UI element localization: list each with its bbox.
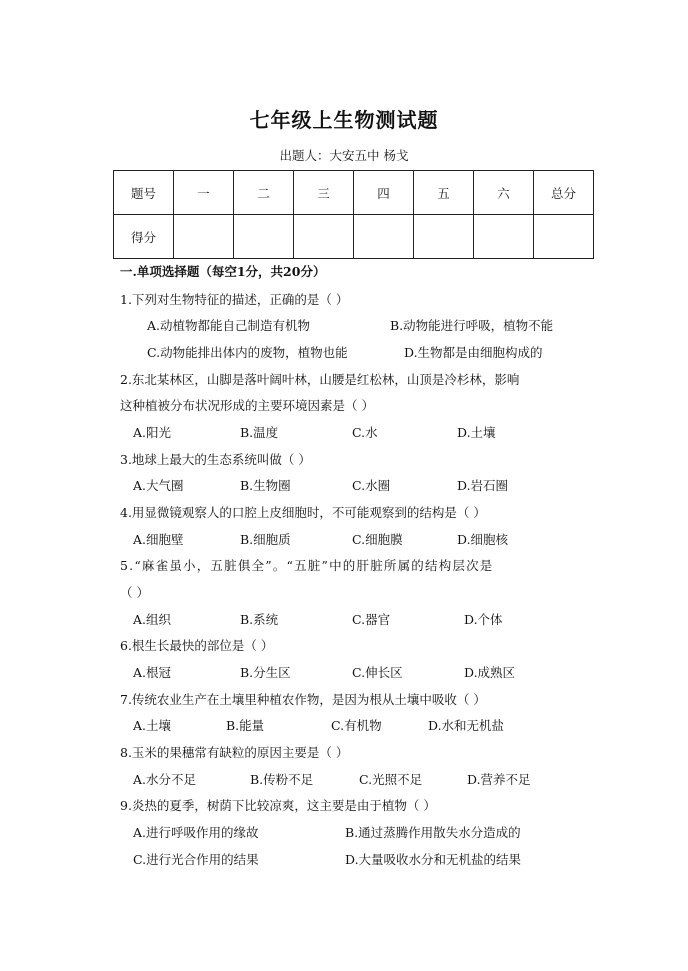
- score-cell: 得分: [114, 215, 174, 259]
- option: B.动物能进行呼吸，植物不能: [390, 318, 554, 333]
- option: D.岩石圈: [457, 478, 509, 493]
- score-cell-empty: [174, 215, 234, 259]
- option: C.有机物: [331, 718, 382, 733]
- option: A.根冠: [133, 665, 172, 680]
- question-stem: 9.炎热的夏季，树荫下比较凉爽，这主要是由于植物（ ）: [120, 798, 436, 813]
- question-stem: 4.用显微镜观察人的口腔上皮细胞时，不可能观察到的结构是（ ）: [120, 505, 486, 520]
- option: A.大气圈: [133, 478, 184, 493]
- option: C.进行光合作用的结果: [133, 852, 259, 867]
- question-stem: 3.地球上最大的生态系统叫做（ ）: [120, 452, 311, 467]
- question-stem: 7.传统农业生产在土壤里种植农作物，是因为根从土壤中吸收（ ）: [120, 692, 486, 707]
- option: C.水圈: [352, 478, 391, 493]
- score-table-header-row: [114, 171, 594, 215]
- score-cell: 四: [354, 171, 414, 215]
- score-table-score-row: [114, 215, 594, 259]
- question-stem: 2.东北某林区，山脚是落叶阔叶林，山腰是红松林，山顶是冷杉林，影响: [120, 372, 520, 387]
- option: A.细胞壁: [133, 532, 184, 547]
- question-stem: 8.玉米的果穗常有缺粒的原因主要是（ ）: [120, 745, 349, 760]
- option: D.土壤: [457, 425, 496, 440]
- option: B.能量: [226, 718, 265, 733]
- option: C.伸长区: [352, 665, 403, 680]
- option: D.生物都是由细胞构成的: [404, 345, 543, 360]
- question-stem: 这种植被分布状况形成的主要环境因素是（ ）: [120, 398, 374, 413]
- question-stem: （ ）: [120, 585, 149, 600]
- option: C.细胞膜: [352, 532, 403, 547]
- score-cell: 五: [414, 171, 474, 215]
- section-heading: 一.单项选择题（每空1分，共20分）: [120, 264, 326, 279]
- option: B.传粉不足: [250, 772, 314, 787]
- option: A.阳光: [133, 425, 172, 440]
- option: D.水和无机盐: [428, 718, 505, 733]
- score-cell-empty: [234, 215, 294, 259]
- option: B.细胞质: [240, 532, 291, 547]
- option: C.水: [352, 425, 378, 440]
- score-cell-empty: [534, 215, 594, 259]
- question-stem: 6.根生长最快的部位是（ ）: [120, 638, 274, 653]
- option: D.营养不足: [467, 772, 531, 787]
- score-cell: 六: [474, 171, 534, 215]
- option: A.组织: [133, 612, 172, 627]
- option: C.动物能排出体内的废物，植物也能: [147, 345, 348, 360]
- option: D.大量吸收水分和无机盐的结果: [345, 852, 522, 867]
- score-cell-empty: [414, 215, 474, 259]
- score-cell: 题号: [114, 171, 174, 215]
- score-cell: 总分: [534, 171, 594, 215]
- score-cell: 一: [174, 171, 234, 215]
- author-line: 出题人：大安五中 杨戈: [279, 148, 409, 163]
- question-stem: 1.下列对生物特征的描述，正确的是（ ）: [120, 292, 349, 307]
- option: D.细胞核: [457, 532, 509, 547]
- option: D.成熟区: [464, 665, 516, 680]
- question-stem: 5.“麻雀虽小，五脏俱全”。“五脏”中的肝脏所属的结构层次是: [120, 558, 494, 573]
- option: D.个体: [464, 612, 503, 627]
- option: C.器官: [352, 612, 391, 627]
- option: B.通过蒸腾作用散失水分造成的: [345, 825, 521, 840]
- score-cell: 三: [294, 171, 354, 215]
- score-cell-empty: [354, 215, 414, 259]
- score-table: [113, 170, 594, 259]
- option: A.土壤: [133, 718, 172, 733]
- option: A.进行呼吸作用的缘故: [133, 825, 259, 840]
- option: B.温度: [240, 425, 279, 440]
- option: B.生物圈: [240, 478, 291, 493]
- option: A.水分不足: [133, 772, 197, 787]
- score-cell-empty: [474, 215, 534, 259]
- score-cell: 二: [234, 171, 294, 215]
- option: C.光照不足: [359, 772, 423, 787]
- score-cell-empty: [294, 215, 354, 259]
- page-title: 七年级上生物测试题: [249, 108, 439, 132]
- option: B.系统: [240, 612, 279, 627]
- option: A.动植物都能自己制造有机物: [147, 318, 311, 333]
- option: B.分生区: [240, 665, 291, 680]
